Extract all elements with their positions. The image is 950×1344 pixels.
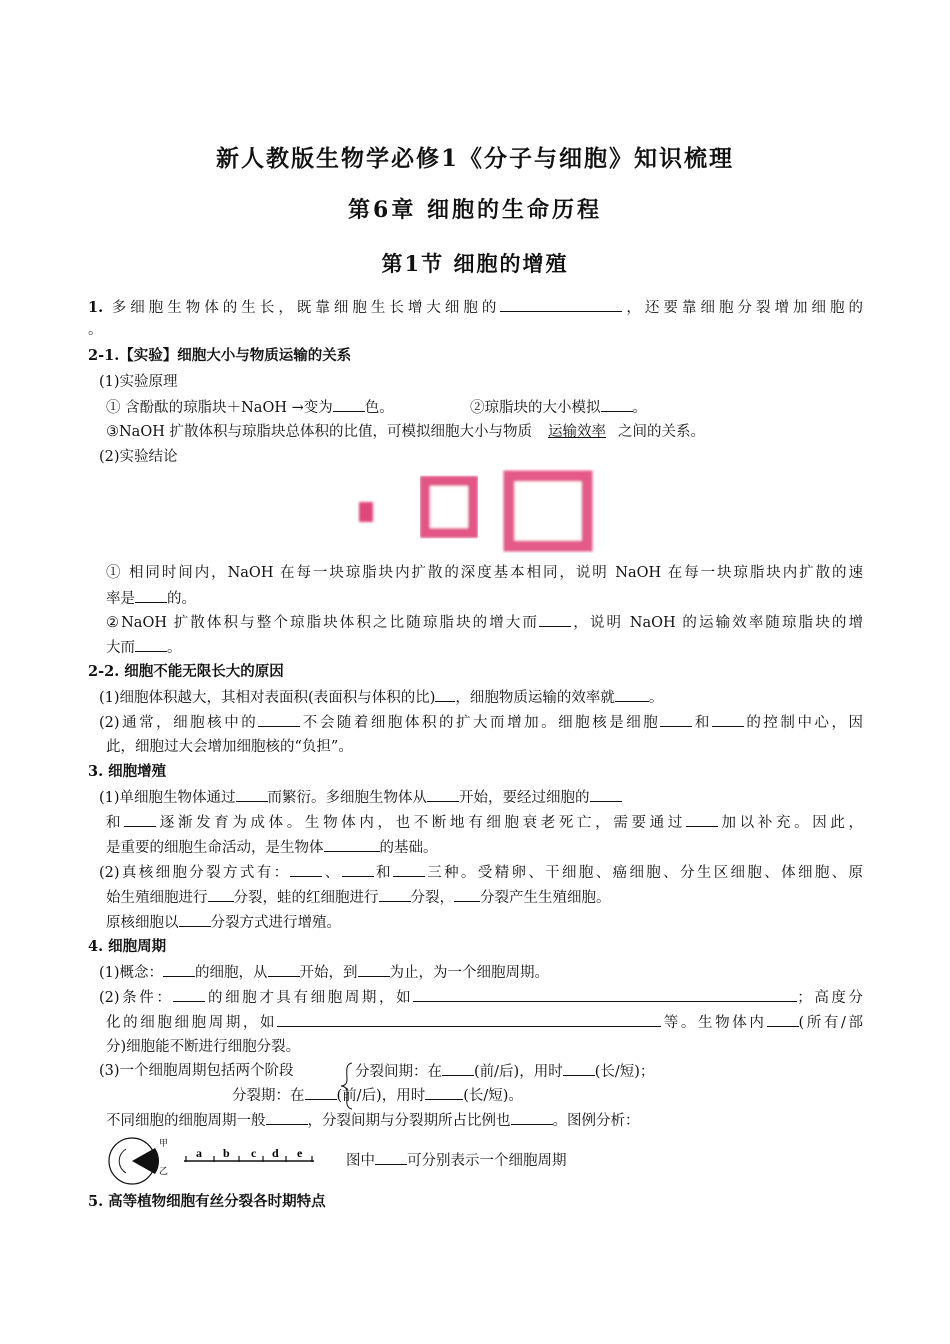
- blank: [500, 297, 622, 312]
- label-yi: 乙: [159, 1167, 169, 1177]
- small-agar-block: [359, 502, 373, 522]
- q4-heading: 4. 细胞周期: [88, 938, 167, 955]
- section-title: 第1节 细胞的增殖: [381, 251, 569, 276]
- label-e: e: [297, 1146, 303, 1160]
- q21-item3: ③NaOH 扩散体积与琼脂块总体积的比值，可模拟细胞大小与物质 运输效率 之间的关系。: [106, 424, 705, 440]
- q21-c2-line2: 大而 。: [106, 637, 182, 658]
- q4-c-mitosis: 分裂期：在 (前/后)，用时 (长/短)。: [232, 1085, 523, 1106]
- label-d: d: [272, 1146, 279, 1160]
- large-agar-block: [509, 476, 587, 546]
- q4-e: 图中 可分别表示一个细胞周期: [346, 1150, 567, 1171]
- q22-a: (1)细胞体积越大，其相对表面积(表面积与体积的比) ，细胞物质运输的效率就 。: [99, 687, 663, 708]
- agar-blocks-figure: [352, 468, 607, 553]
- q4-c-interphase: 分裂间期：在 (前/后)，用时 (长/短)；: [355, 1061, 654, 1082]
- q4-b2: 化的细胞细胞周期，如 等。生物体内 (所有/部: [106, 1012, 863, 1033]
- q3-heading: 3. 细胞增殖: [88, 763, 167, 780]
- label-c: c: [251, 1146, 257, 1160]
- q4-b1: (2)条件： 的细胞才具有细胞周期，如 ；高度分: [99, 987, 863, 1008]
- q21-c2-line1: ②NaOH 扩散体积与整个琼脂块体积之比随琼脂块的增大而 ，说明 NaOH 的运输效率随琼脂块的增: [106, 612, 863, 633]
- q4-c-intro: (3)一个细胞周期包括两个阶段: [99, 1063, 294, 1079]
- q21-item2: ②琼脂块的大小模拟 。: [470, 397, 647, 418]
- q3-b2: 始生殖细胞进行 分裂，蛙的红细胞进行 分裂， 分裂产生生殖细胞。: [106, 887, 611, 908]
- q4-d: 不同细胞的细胞周期一般 ，分裂间期与分裂期所占比例也 。图例分析：: [106, 1110, 640, 1131]
- q3-a1: (1)单细胞生物体通过 而繁衍。多细胞生物体从 开始，要经过细胞的: [99, 787, 622, 808]
- q21-heading: 2-1.【实验】细胞大小与物质运输的关系: [88, 347, 352, 364]
- q21-c1-line1: ① 相同时间内，NaOH 在每一块琼脂块内扩散的深度基本相同，说明 NaOH 在每一块琼脂块内扩散的速: [106, 565, 863, 581]
- mitosis-sector: [132, 1148, 159, 1174]
- q22-b2: 此，细胞过大会增加细胞核的“负担”。: [106, 739, 353, 755]
- q1-line2: 。: [88, 322, 103, 338]
- cell-cycle-diagram: [106, 1135, 321, 1187]
- q3-a2: 和 逐渐发育为成体。生物体内，也不断地有细胞衰老死亡，需要通过 加以补充。因此，: [106, 812, 863, 833]
- label-b: b: [223, 1146, 230, 1160]
- document-title: 新人教版生物学必修1《分子与细胞》知识梳理: [215, 145, 734, 172]
- cycle-arrow: [119, 1149, 126, 1173]
- q4-b3: 分)细胞能不断进行细胞分裂。: [106, 1039, 301, 1055]
- q3-b3: 原核细胞以 分裂方式进行增殖。: [106, 912, 341, 933]
- q21-item1: ① 含酚酞的琼脂块＋NaOH →变为 色。: [106, 397, 394, 418]
- q22-heading: 2-2. 细胞不能无限长大的原因: [88, 663, 284, 680]
- q3-a3: 是重要的细胞生命活动，是生物体 的基础。: [106, 837, 438, 858]
- chapter-title: 第6章 细胞的生命历程: [348, 197, 602, 223]
- label-a: a: [196, 1146, 202, 1160]
- medium-agar-block: [425, 481, 473, 533]
- q22-b1: (2)通常，细胞核中的 不会随着细胞体积的扩大而增加。细胞核是细胞 和 的控制中心，因: [99, 712, 863, 733]
- q21-conclusion: (2)实验结论: [99, 449, 178, 465]
- q5-heading: 5. 高等植物细胞有丝分裂各时期特点: [88, 1193, 326, 1210]
- q1-line1: 1. 多细胞生物体的生长，既靠细胞生长增大细胞的 ，还要靠细胞分裂增加细胞的: [88, 299, 863, 316]
- q3-b1: (2)真核细胞分裂方式有： 、 和 三种。受精卵、干细胞、癌细胞、分生区细胞、体细胞、原: [99, 862, 863, 883]
- label-jia: 甲: [159, 1139, 169, 1149]
- q21-principle: (1)实验原理: [99, 374, 178, 390]
- q21-c1-line2: 率是 的。: [106, 588, 196, 609]
- q4-a: (1)概念： 的细胞，从 开始，到 为止，为一个细胞周期。: [99, 962, 549, 983]
